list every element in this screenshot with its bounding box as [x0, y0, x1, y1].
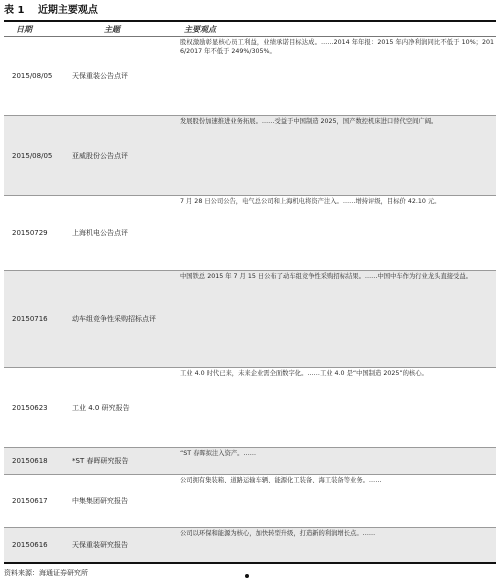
row-date: 20150716 [12, 315, 48, 323]
row-date: 20150617 [12, 497, 48, 505]
row-topic: 亚威股份公告点评 [72, 151, 128, 160]
table-number: 表 1 [4, 5, 25, 16]
header-topic: 主题 [104, 25, 120, 34]
table-row [4, 368, 496, 448]
table-row [4, 271, 496, 368]
row-date: 20150729 [12, 229, 48, 237]
row-summary: 中国铁总 2015 年 7 月 15 日公布了动车组竞争性采购招标结果。……中国中车作为行业龙头直接受益。 [180, 273, 472, 280]
row-date: 2015/08/05 [12, 72, 53, 80]
table-row [4, 528, 496, 563]
table-row [4, 475, 496, 528]
row-summary: 7 月 28 日公司公告，电气总公司和上海机电将资产注入。……增持评级，目标价 42.10 元。 [180, 198, 441, 205]
row-summary: 公司以环保和能源为核心，加快转型升级，打造新的利润增长点。…… [180, 530, 376, 537]
row-date: 20150623 [12, 403, 48, 412]
row-summary: 发展股份加速推进业务拓展。……受益于中国制造 2025，国产数控机床进口替代空间广阔。 [180, 118, 438, 125]
row-topic: 上海机电公告点评 [72, 229, 128, 237]
row-date: 20150618 [12, 457, 48, 465]
row-date: 20150616 [12, 541, 48, 549]
header-summary: 主要观点 [184, 25, 216, 34]
row-topic: *ST 春晖研究报告 [72, 457, 129, 465]
row-summary: 工业 4.0 时代已来，未来企业需全面数字化。……工业 4.0 是“中国制造 2025”的核心。 [180, 370, 428, 377]
row-summary: 股权激励彰显核心员工利益，业绩承诺目标达成。……2014 年年报：2015 年内净利润同比不低于 10%；2016/2017 年不低于 249%/305%。 [180, 39, 494, 55]
row-summary: “ST 春晖拟注入资产。…… [180, 450, 257, 457]
row-topic: 工业 4.0 研究报告 [72, 403, 130, 412]
table-row [4, 196, 496, 271]
row-topic: 中集集团研究报告 [72, 497, 128, 505]
row-date: 2015/08/05 [12, 151, 53, 160]
table-title-text: 近期主要观点 [37, 5, 98, 16]
table-row [4, 116, 496, 196]
table-row [4, 448, 496, 475]
table-header [4, 22, 496, 36]
table-bottom-rule [4, 562, 496, 564]
header-date: 日期 [16, 25, 32, 34]
row-topic: 天保重装公告点评 [72, 72, 128, 80]
row-topic: 动车组竞争性采购招标点评 [72, 315, 156, 323]
table-row [4, 37, 496, 116]
row-summary: 公司拥有集装箱、道路运输车辆、能源化工装备、海工装备等业务。…… [180, 477, 382, 484]
row-topic: 天保重装研究报告 [72, 541, 128, 549]
table-title [4, 3, 98, 19]
source-note: 资料来源：海通证券研究所 [4, 569, 88, 577]
page-dot [245, 574, 249, 578]
